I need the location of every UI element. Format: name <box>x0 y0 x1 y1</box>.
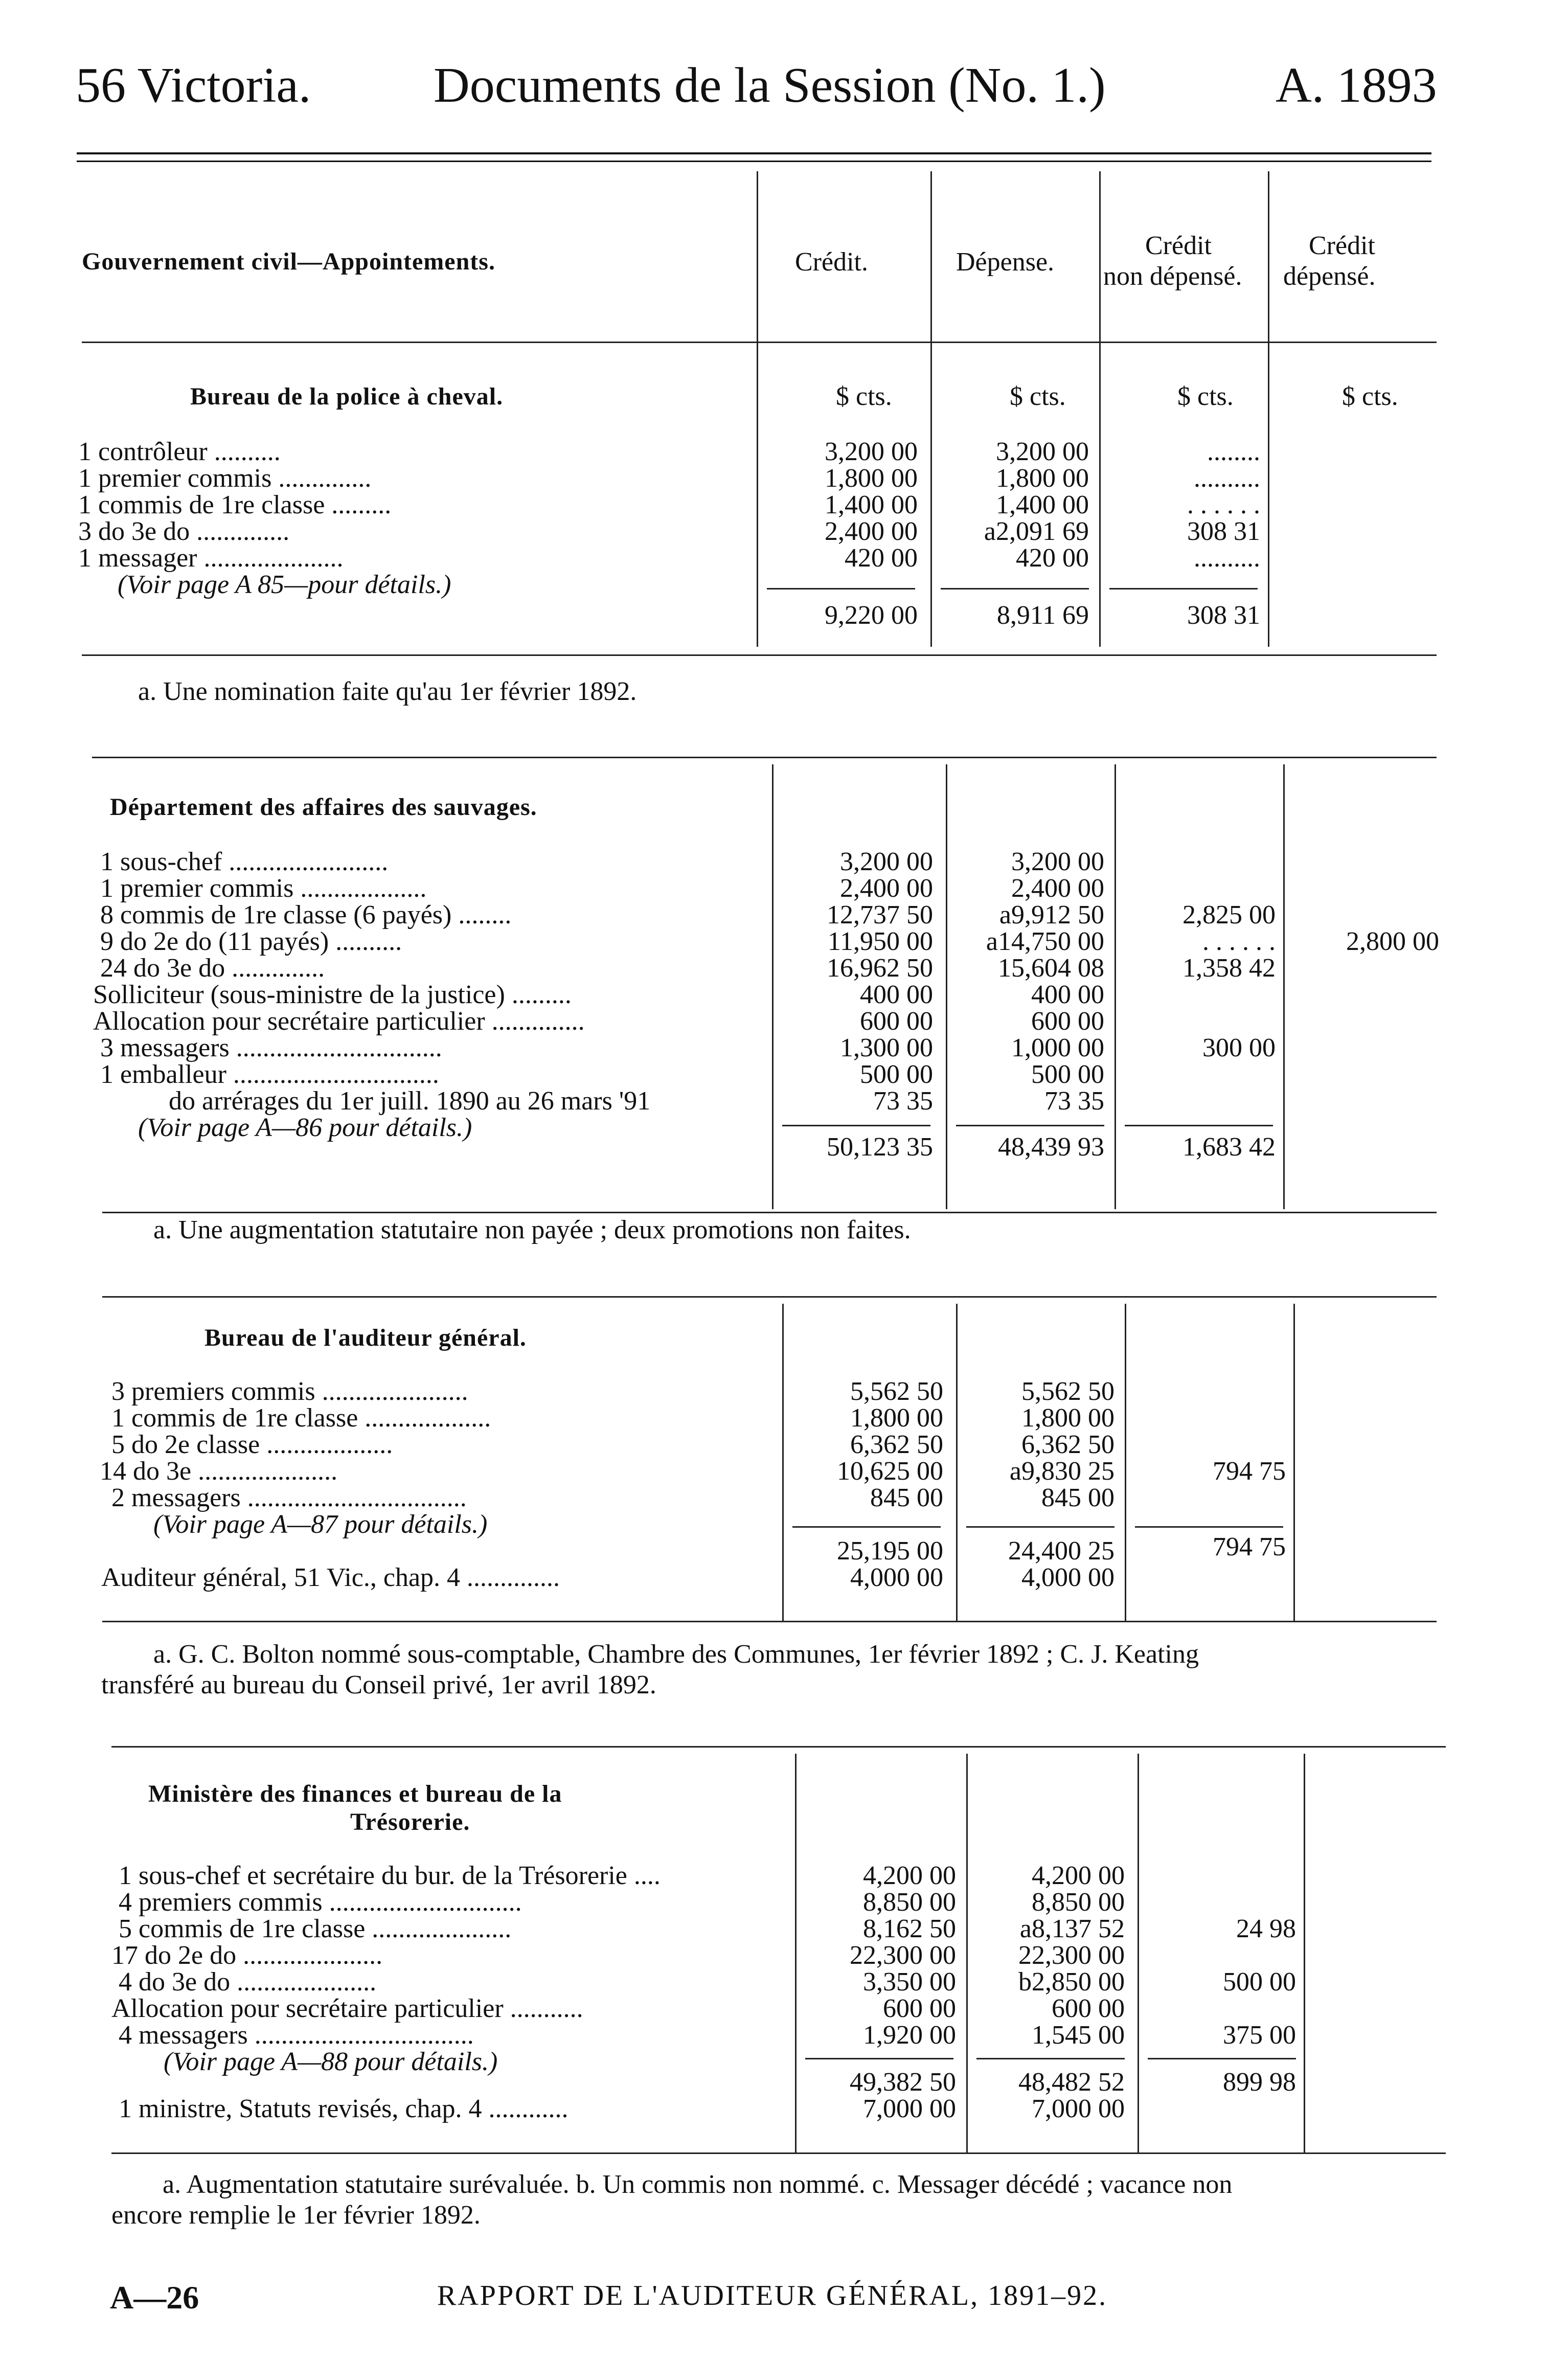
row-non-depense: 500 00 <box>1223 1967 1296 1997</box>
row-depense: 1,000 00 <box>1011 1033 1104 1062</box>
total-non-depense: 1,683 42 <box>1182 1132 1276 1162</box>
row-credit: 1,300 00 <box>840 1033 933 1062</box>
section-note: a. Une augmentation statutaire non payée ; deux promotions non faites. <box>153 1215 911 1244</box>
row-non-depense: 308 31 <box>1187 517 1260 546</box>
row-depense2: 2,800 00 <box>1346 927 1439 956</box>
row-label: 9 do 2e do (11 payés) .......... <box>100 927 402 956</box>
row-label: 1 commis de 1re classe ......... <box>78 490 392 519</box>
row-depense: a9,830 25 <box>1009 1457 1114 1486</box>
row-depense: 2,400 00 <box>1011 874 1104 903</box>
row-depense: a9,912 50 <box>999 900 1104 930</box>
row-credit: 10,625 00 <box>837 1457 943 1486</box>
row-label: 4 messagers ................................. <box>119 2021 474 2050</box>
total-depense: 48,482 52 <box>1018 2068 1125 2097</box>
row-label: 24 do 3e do .............. <box>100 954 325 983</box>
row-label: Allocation pour secrétaire particulier .............. <box>93 1007 585 1036</box>
section-title-1: Ministère des finances et bureau de la <box>148 1780 562 1807</box>
row-credit: 3,200 00 <box>825 437 918 466</box>
row-non-depense: ........ <box>1207 437 1260 466</box>
row-depense: 1,800 00 <box>996 464 1089 493</box>
row-label: 1 emballeur ............................... <box>100 1060 439 1089</box>
row-depense: 6,362 50 <box>1021 1430 1114 1459</box>
row-details: (Voir page A—88 pour détails.) <box>164 2047 498 2076</box>
row-non-depense: 2,825 00 <box>1182 900 1276 930</box>
row-depense: 73 35 <box>1044 1086 1104 1116</box>
unit-depense: $ cts. <box>1010 382 1066 411</box>
row-depense: 8,850 00 <box>1032 1888 1125 1917</box>
row-credit: 73 35 <box>873 1086 933 1116</box>
row-label: 1 commis de 1re classe ................... <box>111 1403 491 1433</box>
column-depense2-1: Crédit <box>1309 231 1375 260</box>
row-credit: 1,920 00 <box>863 2021 956 2050</box>
row-credit: 500 00 <box>860 1060 933 1089</box>
row-details: (Voir page A—87 pour détails.) <box>153 1510 488 1539</box>
row-non-depense: 300 00 <box>1202 1033 1276 1062</box>
row-non-depense: 794 75 <box>1213 1457 1286 1486</box>
header-rule-top <box>77 152 1431 154</box>
row-credit: 845 00 <box>870 1483 943 1512</box>
column-header-rule <box>82 342 1437 343</box>
row-depense: a14,750 00 <box>986 927 1104 956</box>
row-credit: 2,400 00 <box>825 517 918 546</box>
row-label: 3 premiers commis ...................... <box>111 1377 468 1406</box>
row-depense: 1,800 00 <box>1021 1403 1114 1433</box>
row-non-depense: . . . . . . <box>1202 927 1276 956</box>
section-note-1: a. G. C. Bolton nommé sous-comptable, Chambre des Communes, 1er février 1892 ; C. J. Keating <box>153 1640 1199 1669</box>
row-depense: 500 00 <box>1031 1060 1104 1089</box>
row-depense: 845 00 <box>1041 1483 1114 1512</box>
column-non-depense-2: non dépensé. <box>1103 262 1242 291</box>
header-right: A. 1893 <box>1276 58 1437 113</box>
header-rule-bottom <box>77 161 1431 162</box>
row-depense: 1,400 00 <box>996 490 1089 519</box>
row-credit: 11,950 00 <box>827 927 933 956</box>
row-depense: 420 00 <box>1016 543 1089 573</box>
column-depense2-2: dépensé. <box>1283 262 1376 291</box>
section-title: Bureau de la police à cheval. <box>190 383 504 410</box>
total-credit: 49,382 50 <box>850 2068 956 2097</box>
row-label: 5 do 2e classe ................... <box>111 1430 393 1459</box>
row-depense: b2,850 00 <box>1018 1967 1125 1997</box>
row-credit: 8,850 00 <box>863 1888 956 1917</box>
row-non-depense: .......... <box>1194 464 1260 493</box>
row-credit: 400 00 <box>860 980 933 1009</box>
row-credit: 22,300 00 <box>850 1941 956 1970</box>
section-title-2: Trésorerie. <box>350 1808 470 1835</box>
column-non-depense-1: Crédit <box>1145 231 1212 260</box>
row-depense: 400 00 <box>1031 980 1104 1009</box>
header-center: Documents de la Session (No. 1.) <box>434 58 1106 113</box>
section-note-2: encore remplie le 1er février 1892. <box>111 2201 481 2230</box>
row-depense: a8,137 52 <box>1019 1914 1125 1943</box>
row-label: 14 do 3e ..................... <box>100 1457 338 1486</box>
row-credit: 7,000 00 <box>863 2094 956 2123</box>
unit-depense2: $ cts. <box>1342 382 1398 411</box>
total-credit: 50,123 35 <box>827 1132 933 1162</box>
row-non-depense: 1,358 42 <box>1182 954 1276 983</box>
total-credit: 9,220 00 <box>825 601 918 630</box>
row-label: 1 messager ..................... <box>78 543 344 573</box>
total-depense: 24,400 25 <box>1008 1536 1114 1566</box>
footer-center: RAPPORT DE L'AUDITEUR GÉNÉRAL, 1891–92. <box>437 2280 1108 2311</box>
row-label: 1 sous-chef ........................ <box>100 847 389 876</box>
row-label: Solliciteur (sous-ministre de la justice) ......... <box>93 980 572 1009</box>
row-credit: 420 00 <box>845 543 918 573</box>
total-non-depense: 794 75 <box>1213 1532 1286 1561</box>
row-details: (Voir page A 85—pour détails.) <box>118 570 451 599</box>
section-title: Département des affaires des sauvages. <box>110 794 537 821</box>
row-label: Auditeur général, 51 Vic., chap. 4 .............. <box>101 1563 560 1592</box>
row-non-depense: 375 00 <box>1223 2021 1296 2050</box>
row-depense: 3,200 00 <box>1011 847 1104 876</box>
row-label: 1 premier commis ................... <box>100 874 427 903</box>
row-depense: 7,000 00 <box>1032 2094 1125 2123</box>
row-label: 4 do 3e do ..................... <box>119 1967 377 1997</box>
row-label: 8 commis de 1re classe (6 payés) ........ <box>100 900 512 930</box>
row-depense: 1,545 00 <box>1032 2021 1125 2050</box>
row-credit: 4,200 00 <box>863 1861 956 1890</box>
column-credit: Crédit. <box>795 247 868 277</box>
section-title: Bureau de l'auditeur général. <box>204 1324 527 1351</box>
row-non-depense: . . . . . . <box>1187 490 1260 519</box>
row-depense: 4,000 00 <box>1021 1563 1114 1592</box>
row-label: do arrérages du 1er juill. 1890 au 26 mars '91 <box>169 1086 651 1116</box>
column-title: Gouvernement civil—Appointements. <box>82 248 495 275</box>
row-label: 3 messagers ............................... <box>100 1033 442 1062</box>
row-label: 5 commis de 1re classe ..................... <box>119 1914 512 1943</box>
row-credit: 16,962 50 <box>827 954 933 983</box>
row-depense: 5,562 50 <box>1021 1377 1114 1406</box>
row-credit: 6,362 50 <box>850 1430 943 1459</box>
row-credit: 2,400 00 <box>840 874 933 903</box>
row-label: 4 premiers commis ............................. <box>119 1888 522 1917</box>
row-label: 17 do 2e do ..................... <box>111 1941 383 1970</box>
row-credit: 1,800 00 <box>850 1403 943 1433</box>
unit-non-depense: $ cts. <box>1177 382 1234 411</box>
row-credit: 3,200 00 <box>840 847 933 876</box>
row-details: (Voir page A—86 pour détails.) <box>138 1113 472 1142</box>
row-depense: 600 00 <box>1031 1007 1104 1036</box>
column-depense: Dépense. <box>956 247 1055 277</box>
section-note-1: a. Augmentation statutaire surévaluée. b. Un commis non nommé. c. Messager décédé ; vacance non <box>163 2170 1233 2199</box>
unit-credit: $ cts. <box>836 382 892 411</box>
row-label: 1 ministre, Statuts revisés, chap. 4 ............ <box>119 2094 568 2123</box>
row-credit: 4,000 00 <box>850 1563 943 1592</box>
row-non-depense: .......... <box>1194 543 1260 573</box>
total-depense: 8,911 69 <box>996 601 1089 630</box>
row-credit: 3,350 00 <box>863 1967 956 1997</box>
total-non-depense: 899 98 <box>1223 2068 1296 2097</box>
row-credit: 1,400 00 <box>825 490 918 519</box>
row-non-depense: 24 98 <box>1236 1914 1296 1943</box>
row-depense: 22,300 00 <box>1018 1941 1125 1970</box>
row-depense: 3,200 00 <box>996 437 1089 466</box>
row-label: 1 contrôleur .......... <box>78 437 281 466</box>
row-depense: 4,200 00 <box>1032 1861 1125 1890</box>
row-label: 1 sous-chef et secrétaire du bur. de la Trésorerie .... <box>119 1861 661 1890</box>
total-depense: 48,439 93 <box>998 1132 1104 1162</box>
row-credit: 5,562 50 <box>850 1377 943 1406</box>
row-depense: 15,604 08 <box>998 954 1104 983</box>
row-label: 3 do 3e do .............. <box>78 517 290 546</box>
row-label: 1 premier commis .............. <box>78 464 372 493</box>
row-label: Allocation pour secrétaire particulier ........... <box>111 1994 583 2023</box>
total-non-depense: 308 31 <box>1187 601 1260 630</box>
row-credit: 600 00 <box>860 1007 933 1036</box>
row-label: 2 messagers ................................. <box>111 1483 467 1512</box>
total-credit: 25,195 00 <box>837 1536 943 1566</box>
row-depense: 600 00 <box>1052 1994 1125 2023</box>
section-note: a. Une nomination faite qu'au 1er février 1892. <box>138 677 637 706</box>
row-credit: 600 00 <box>883 1994 956 2023</box>
footer-left: A—26 <box>110 2279 199 2316</box>
header-left: 56 Victoria. <box>76 58 311 113</box>
row-credit: 12,737 50 <box>827 900 933 930</box>
row-depense: a2,091 69 <box>984 517 1089 546</box>
section-note-2: transféré au bureau du Conseil privé, 1er avril 1892. <box>101 1670 656 1699</box>
row-credit: 8,162 50 <box>863 1914 956 1943</box>
row-credit: 1,800 00 <box>825 464 918 493</box>
